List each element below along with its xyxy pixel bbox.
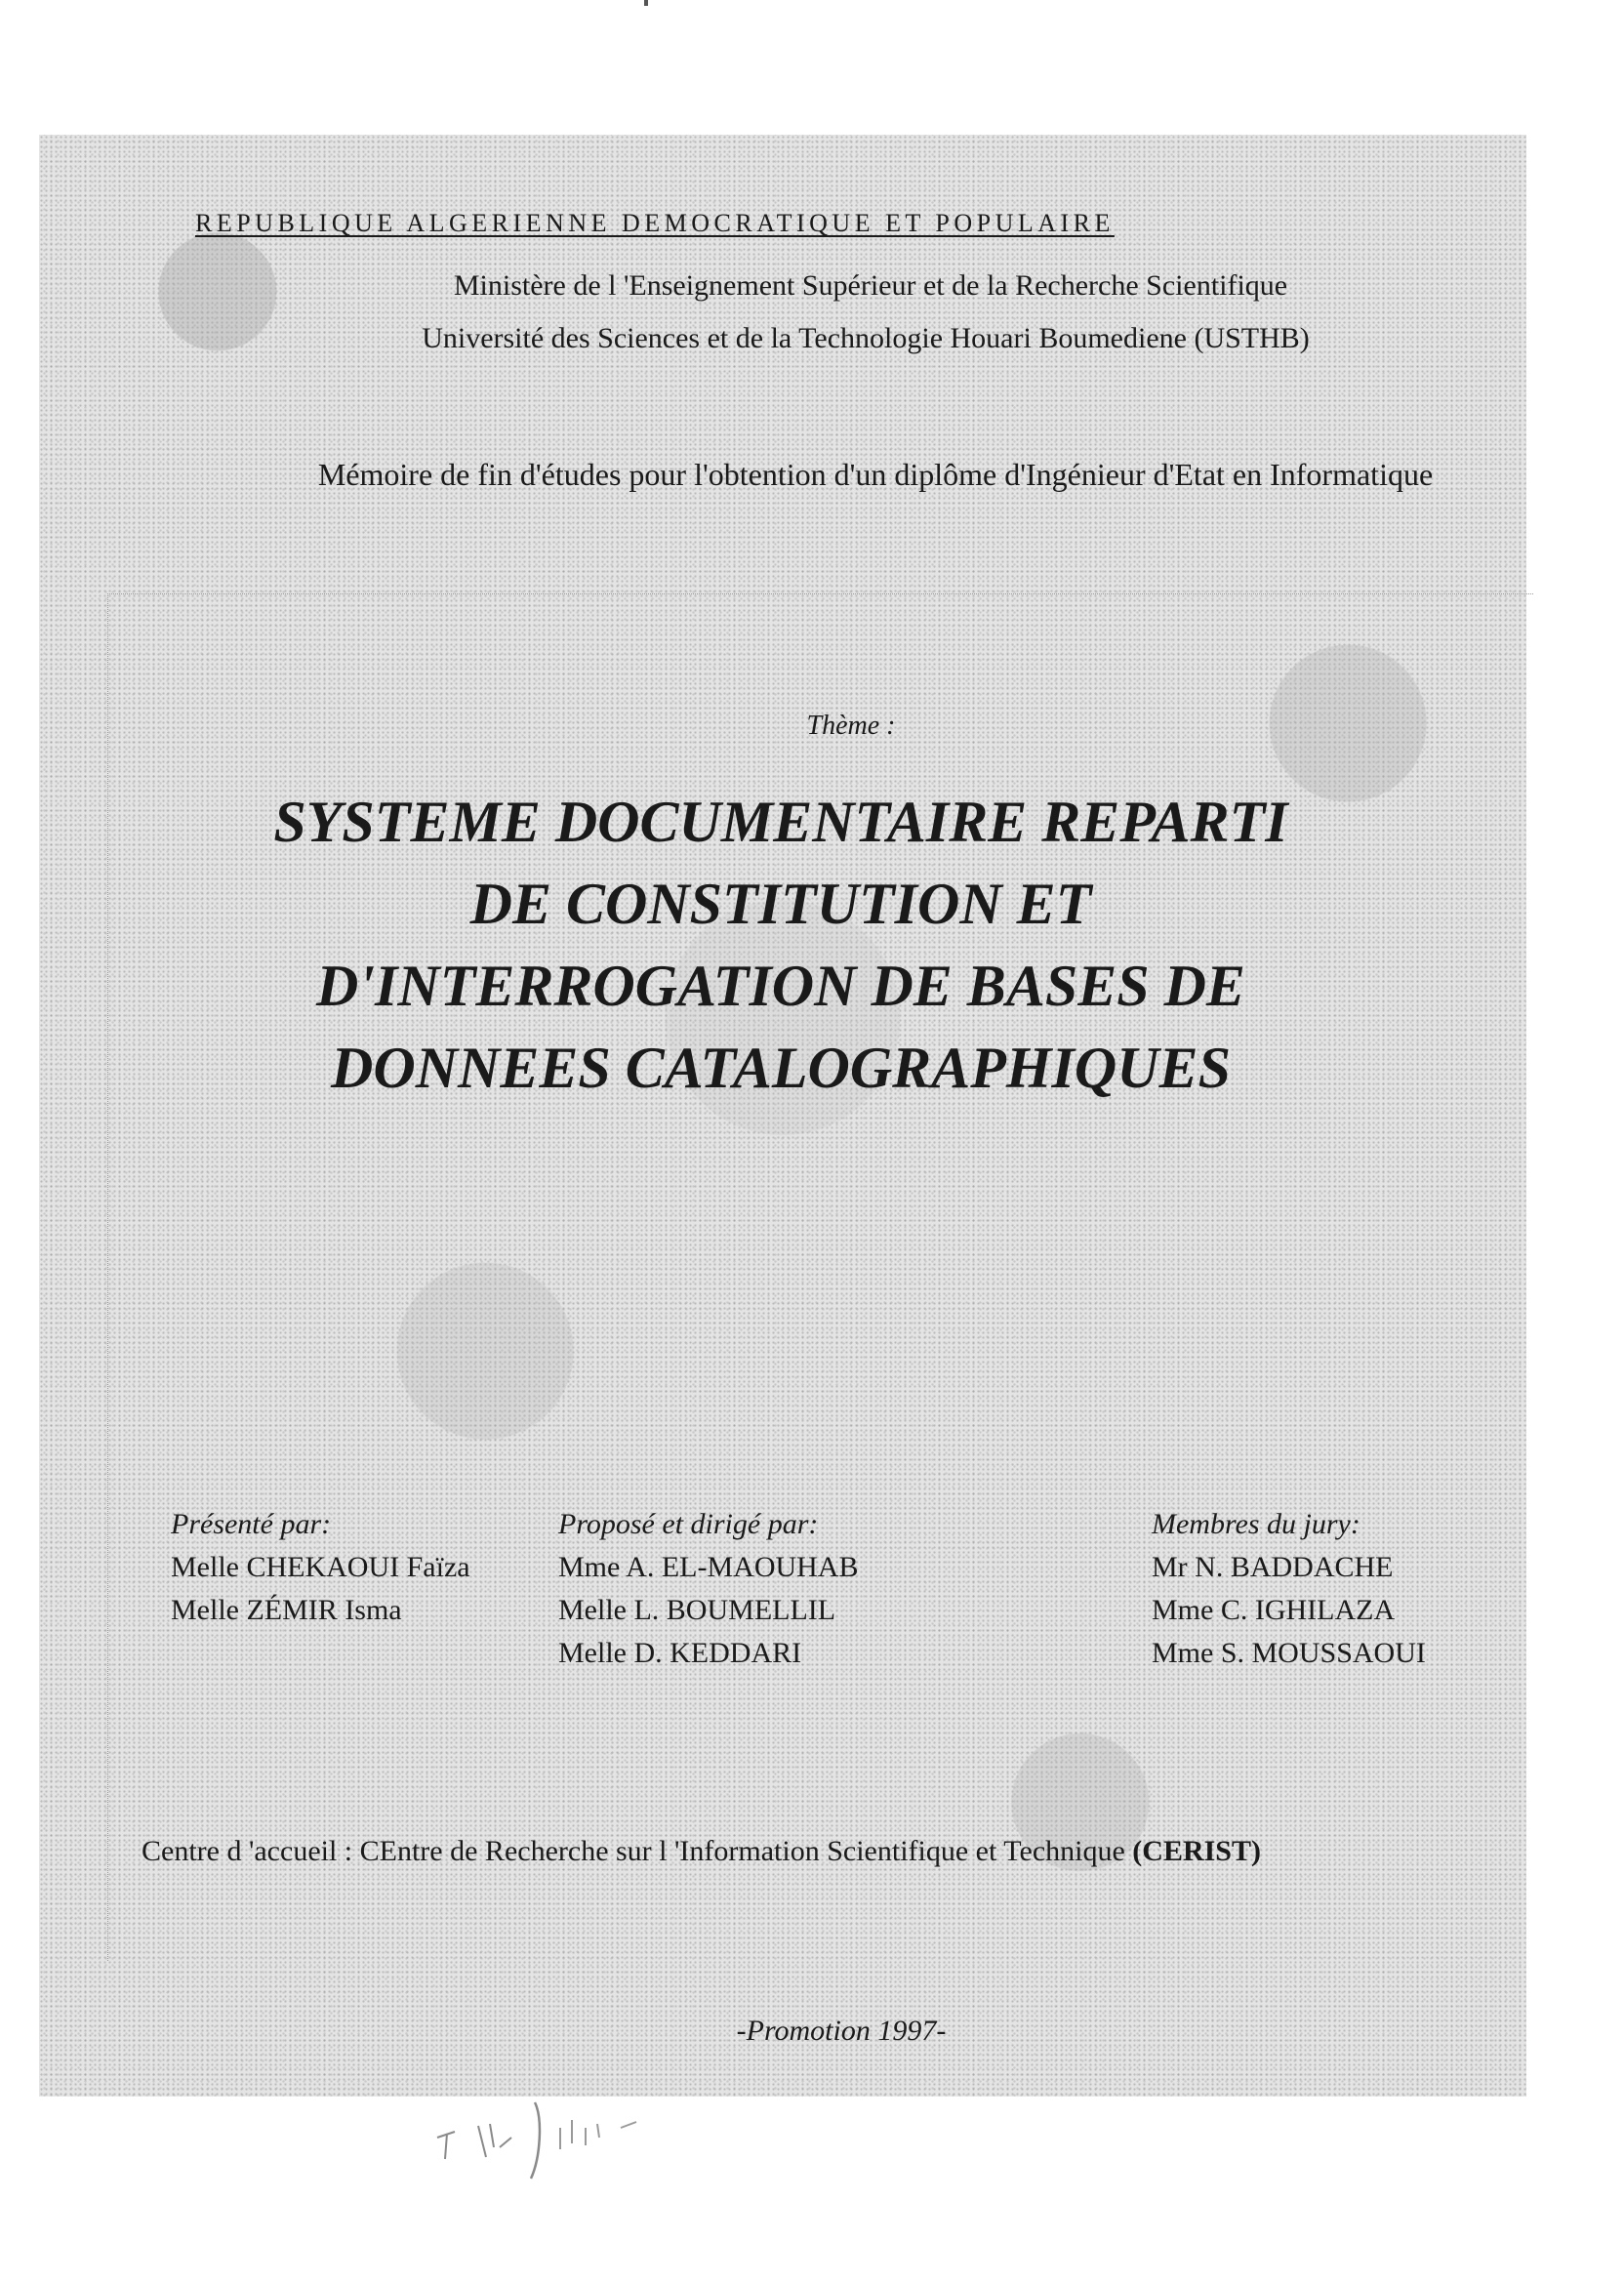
- jury-heading: Membres du jury:: [1152, 1508, 1360, 1540]
- title-line: DE CONSTITUTION ET: [469, 872, 1092, 936]
- supervised-by-column: [558, 1503, 859, 1675]
- jury-member-name: Mme S. MOUSSAOUI: [1152, 1637, 1426, 1669]
- memoire-line: Mémoire de fin d'études pour l'obtention d'un diplôme d'Ingénieur d'Etat en Informatique: [317, 457, 1434, 492]
- title-line: DONNEES CATALOGRAPHIQUES: [331, 1036, 1231, 1100]
- cover-sheet: [39, 135, 1526, 2097]
- republic-heading: REPUBLIQUE ALGERIENNE DEMOCRATIQUE ET POPULAIRE: [195, 209, 1115, 237]
- scan-speck: [644, 0, 648, 6]
- student-name: Melle ZÉMIR Isma: [171, 1594, 402, 1626]
- university-line: Université des Sciences et de la Technologie Houari Boumediene (USTHB): [422, 322, 1310, 354]
- student-name: Melle CHEKAOUI Faïza: [171, 1551, 470, 1583]
- host-center-line: [142, 1835, 1261, 1868]
- thesis-title: [146, 781, 1415, 1109]
- jury-member-name: Mr N. BADDACHE: [1152, 1551, 1394, 1583]
- presented-by-heading: Présenté par:: [171, 1508, 332, 1540]
- host-label: Centre d 'accueil :: [142, 1835, 353, 1867]
- theme-label: Thème :: [806, 711, 896, 741]
- jury-member-name: Mme C. IGHILAZA: [1152, 1594, 1396, 1626]
- presented-by-column: [171, 1503, 470, 1632]
- ministry-line: Ministère de l 'Enseignement Supérieur et de la Recherche Scientifique: [453, 269, 1288, 302]
- handwritten-scribble-icon: [429, 2099, 703, 2186]
- jury-column: [1152, 1503, 1426, 1675]
- supervised-by-heading: Proposé et dirigé par:: [558, 1508, 819, 1540]
- supervisor-name: Melle D. KEDDARI: [558, 1637, 802, 1669]
- supervisor-name: Mme A. EL-MAOUHAB: [558, 1551, 859, 1583]
- host-acronym: (CERIST): [1132, 1835, 1261, 1867]
- supervisor-name: Melle L. BOUMELLIL: [558, 1594, 836, 1626]
- host-name: CEntre de Recherche sur l 'Information Scientifique et Technique: [359, 1835, 1125, 1867]
- promotion-line: -Promotion 1997-: [736, 2015, 947, 2047]
- title-line: D'INTERROGATION DE BASES DE: [316, 954, 1245, 1018]
- title-line: SYSTEME DOCUMENTAIRE REPARTI: [273, 790, 1288, 854]
